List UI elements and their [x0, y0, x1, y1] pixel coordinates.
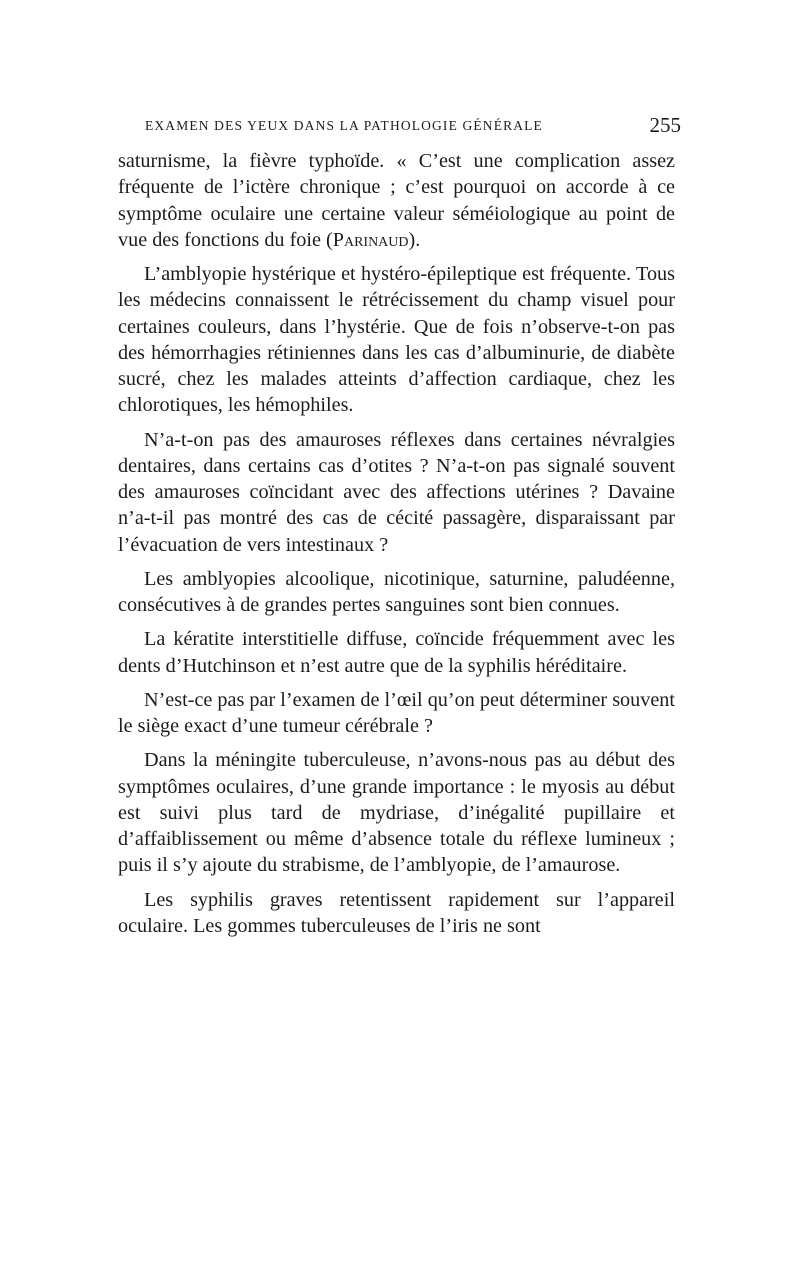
author-citation: Parinaud — [332, 228, 409, 251]
running-header — [145, 114, 681, 144]
paragraph: L’amblyopie hystérique et hystéro-épileptique est fréquente. Tous les médecins connaissent le rétrécissement du champ visuel pour certaines couleurs, dans l’hystérie. Que de fois n’observe-t-on pas des hémorrhagies rétiniennes dans les cas d’albuminurie, de diabète sucré, chez les malades atteints d’affection cardiaque, chez les chlorotiques, les hémophiles. — [118, 263, 675, 417]
paragraph: Dans la méningite tuberculeuse, n’avons-nous pas au début des symptômes oculaires, d’une grande importance : le myosis au début est suivi plus tard de mydriase, d’inégalité pupillaire et d’affaiblissement ou même d’absence totale du réflexe lumineux ; puis il s’y ajoute du strabisme, de l’amblyopie, de l’amaurose. — [118, 749, 675, 877]
paragraph-text: saturnisme, la fièvre typhoïde. « C’est une complication assez fréquente de l’ictère chronique ; c’est pourquoi on accorde à ce symptôme oculaire une certaine valeur séméiologique au point de vue des fonctions du foie ( — [118, 150, 675, 251]
body-text — [118, 148, 675, 947]
paragraph: N’a-t-on pas des amauroses réflexes dans certaines névralgies dentaires, dans certains cas d’otites ? N’a-t-on pas signalé souvent des amauroses coïncidant avec des affections utérines ? Davaine n’a-t-il pas montré des cas de cécité passagère, disparaissant par l’évacuation de vers intestinaux ? — [118, 428, 675, 556]
paragraph: Les syphilis graves retentissent rapidement sur l’appareil oculaire. Les gommes tuberculeuses de l’iris ne sont — [118, 888, 675, 937]
running-title: EXAMEN DES YEUX DANS LA PATHOLOGIE GÉNÉRALE — [145, 118, 543, 133]
paragraph-text: ). — [408, 228, 421, 251]
paragraph-continued — [118, 148, 675, 253]
page-number: 255 — [649, 113, 681, 137]
paragraph: N’est-ce pas par l’examen de l’œil qu’on peut déterminer souvent le siège exact d’une tumeur cérébrale ? — [118, 688, 675, 737]
paragraph: La kératite interstitielle diffuse, coïncide fréquemment avec les dents d’Hutchinson et n’est autre que de la syphilis héréditaire. — [118, 628, 675, 677]
paragraph: Les amblyopies alcoolique, nicotinique, saturnine, paludéenne, consécutives à de grandes pertes sanguines sont bien connues. — [118, 567, 675, 616]
